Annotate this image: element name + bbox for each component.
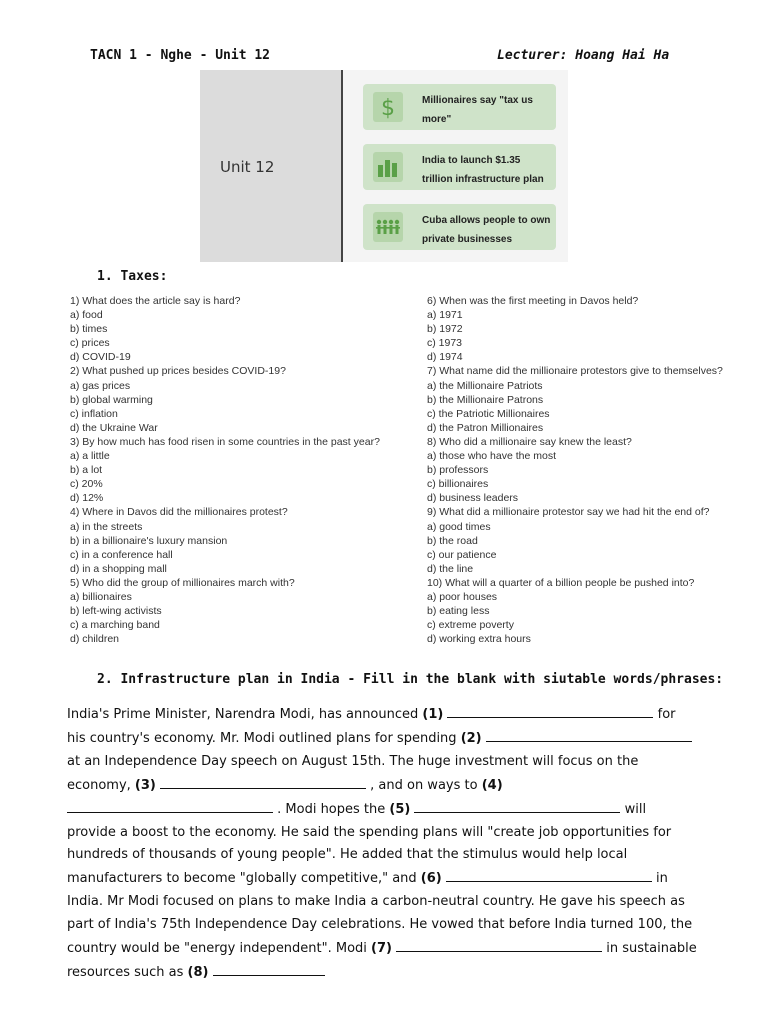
answer-blank-5[interactable] bbox=[414, 798, 620, 813]
quiz-line: a) good times bbox=[427, 520, 491, 533]
quiz-line: c) 1973 bbox=[427, 337, 463, 350]
news-card-india bbox=[363, 144, 556, 190]
quiz-line: a) in the streets bbox=[70, 520, 143, 533]
dollar-icon bbox=[373, 92, 403, 122]
answer-blank-4[interactable] bbox=[67, 798, 273, 813]
news-card-india-text: India to launch $1.35 trillion infrastructure plan bbox=[422, 155, 544, 185]
quiz-line: a) the Millionaire Patriots bbox=[427, 379, 543, 392]
blank-number: (8) bbox=[187, 964, 209, 980]
blank-number: (7) bbox=[371, 941, 392, 957]
passage-text: in sustainable resources such as bbox=[67, 941, 697, 980]
answer-blank-3[interactable] bbox=[160, 774, 366, 789]
quiz-line: d) children bbox=[70, 633, 120, 646]
news-cards-panel bbox=[343, 70, 568, 262]
quiz-line: 7) What name did the millionaire protestors give to themselves? bbox=[427, 365, 723, 378]
quiz-line: b) in a billionaire's luxury mansion bbox=[70, 534, 228, 547]
quiz-line: d) the Ukraine War bbox=[70, 421, 158, 434]
quiz-line: 3) By how much has food risen in some countries in the past year? bbox=[70, 435, 380, 448]
quiz-line: b) 1972 bbox=[427, 323, 463, 336]
quiz-line: a) those who have the most bbox=[427, 450, 556, 463]
quiz-line: b) a lot bbox=[70, 464, 103, 477]
quiz-line: 4) Where in Davos did the millionaires protest? bbox=[70, 506, 288, 519]
quiz-line: c) our patience bbox=[427, 548, 497, 561]
bar-chart-icon bbox=[373, 152, 403, 182]
quiz-line: d) business leaders bbox=[427, 492, 519, 505]
blank-number: (2) bbox=[460, 730, 482, 746]
passage-text: will provide a boost to the economy. He said the spending plans will "create job opportunities for hundreds of thousands of young people". He added that the stimulus would help local manufacturers to become "globally competitive," and bbox=[67, 801, 672, 887]
unit-banner bbox=[200, 70, 568, 262]
blank-number: (1) bbox=[422, 707, 444, 722]
passage-text: at an Independence Day speech on August 15th. The huge investment will focus on the economy, bbox=[67, 753, 639, 793]
quiz-line: c) extreme poverty bbox=[427, 619, 514, 632]
quiz-line: a) a little bbox=[70, 450, 110, 463]
section-title-taxes: 1. Taxes: bbox=[97, 269, 168, 284]
quiz-line: 9) What did a millionaire protestor say we had hit the end of? bbox=[427, 506, 710, 519]
quiz-line: 10) What will a quarter of a billion people be pushed into? bbox=[427, 576, 695, 589]
quiz-line: 5) Who did the group of millionaires march with? bbox=[70, 576, 295, 589]
document-header-course: TACN 1 - Nghe - Unit 12 bbox=[90, 48, 271, 63]
answer-blank-8[interactable] bbox=[213, 961, 325, 976]
answer-blank-7[interactable] bbox=[396, 937, 602, 952]
quiz-line: b) global warming bbox=[70, 393, 153, 406]
quiz-line: c) inflation bbox=[70, 407, 118, 420]
quiz-line: c) a marching band bbox=[70, 619, 160, 632]
quiz-column-right bbox=[427, 294, 723, 646]
answer-blank-6[interactable] bbox=[446, 867, 652, 882]
passage-text: , and on ways to bbox=[366, 777, 482, 793]
fill-in-passage bbox=[67, 703, 697, 985]
news-card-cuba-text: Cuba allows people to own private businesses bbox=[422, 215, 551, 245]
news-card-tax bbox=[363, 84, 556, 130]
answer-blank-1[interactable] bbox=[447, 703, 653, 718]
document-header-lecturer: Lecturer: Hoang Hai Ha bbox=[497, 48, 670, 63]
quiz-line: d) the Patron Millionaires bbox=[427, 421, 544, 434]
news-card-tax-text: Millionaires say "tax us more" bbox=[422, 95, 533, 125]
quiz-line: c) billionaires bbox=[427, 478, 489, 491]
quiz-line: d) in a shopping mall bbox=[70, 562, 167, 575]
unit-title: Unit 12 bbox=[220, 158, 275, 176]
people-icon bbox=[373, 212, 403, 242]
quiz-line: d) 1974 bbox=[427, 351, 463, 364]
quiz-line: d) the line bbox=[427, 562, 474, 575]
quiz-line: 2) What pushed up prices besides COVID-19? bbox=[70, 365, 286, 378]
quiz-line: a) 1971 bbox=[427, 309, 463, 322]
quiz-line: b) eating less bbox=[427, 605, 490, 618]
quiz-line: b) the road bbox=[427, 534, 478, 547]
svg-text:$: $ bbox=[381, 96, 395, 121]
passage-text: for his country's economy. Mr. Modi outlined plans for spending bbox=[67, 707, 676, 746]
passage-text: in India. Mr Modi focused on plans to make India a carbon-neutral country. He gave his speech as part of India's 75th Independence Day celebrations. He vowed that before India turned 100, the country would be "energy independent". Modi bbox=[67, 871, 693, 957]
quiz-line: b) times bbox=[70, 323, 108, 336]
passage-text: India's Prime Minister, Narendra Modi, has announced bbox=[67, 707, 423, 722]
news-card-cuba bbox=[363, 204, 556, 250]
quiz-line: 8) Who did a millionaire say knew the least? bbox=[427, 435, 632, 448]
quiz-line: 1) What does the article say is hard? bbox=[70, 295, 241, 307]
quiz-line: c) in a conference hall bbox=[70, 548, 173, 561]
blank-number: (3) bbox=[134, 777, 156, 793]
answer-blank-2[interactable] bbox=[486, 727, 692, 742]
quiz-column-left bbox=[70, 294, 380, 646]
quiz-line: d) COVID-19 bbox=[70, 351, 131, 364]
quiz-line: 6) When was the first meeting in Davos held? bbox=[427, 295, 639, 307]
quiz-line: b) left-wing activists bbox=[70, 605, 162, 618]
quiz-line: c) prices bbox=[70, 337, 110, 350]
blank-number: (6) bbox=[420, 871, 442, 887]
blank-number: (5) bbox=[389, 801, 411, 817]
quiz-line: a) billionaires bbox=[70, 590, 132, 603]
quiz-line: a) gas prices bbox=[70, 379, 131, 392]
quiz-line: b) the Millionaire Patrons bbox=[427, 393, 544, 406]
quiz-line: d) 12% bbox=[70, 492, 104, 505]
quiz-line: b) professors bbox=[427, 464, 489, 477]
blank-number: (4) bbox=[481, 777, 503, 793]
quiz-line: a) poor houses bbox=[427, 590, 498, 603]
quiz-line: c) the Patriotic Millionaires bbox=[427, 407, 550, 420]
section-title-infrastructure: 2. Infrastructure plan in India - Fill in the blank with siutable words/phrases: bbox=[97, 672, 724, 687]
quiz-line: d) working extra hours bbox=[427, 633, 531, 646]
quiz-line: a) food bbox=[70, 309, 103, 322]
passage-text: . Modi hopes the bbox=[273, 801, 390, 817]
quiz-line: c) 20% bbox=[70, 478, 103, 491]
